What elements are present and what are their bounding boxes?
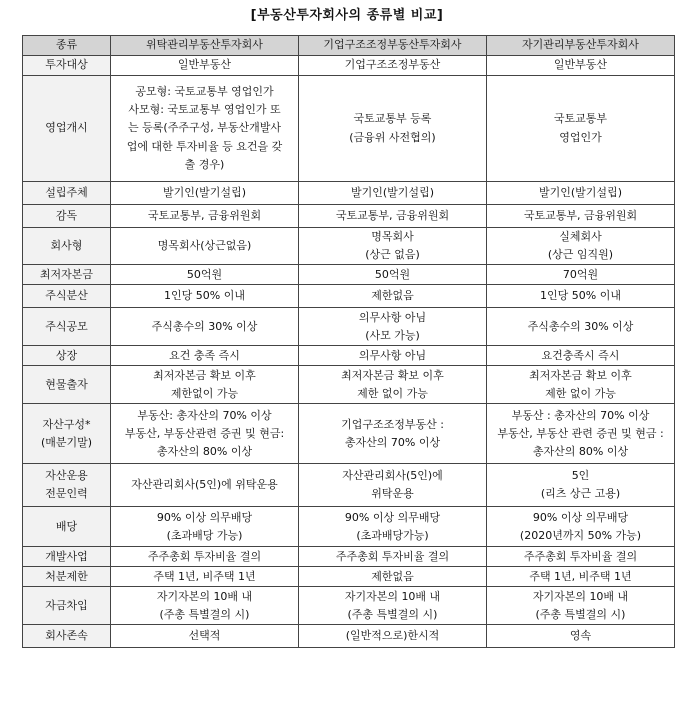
table-cell xyxy=(299,76,487,182)
comparison-table xyxy=(22,35,675,648)
table-cell xyxy=(111,404,299,464)
row-label-cell xyxy=(23,205,111,228)
header-cell-self-managed-reit: 자기관리부동산투자회사 xyxy=(487,36,675,56)
table-cell xyxy=(111,547,299,567)
table-cell xyxy=(299,547,487,567)
row-label-text: 주식분산 xyxy=(45,289,88,303)
row-label-cell xyxy=(23,346,111,366)
row-label-cell xyxy=(23,308,111,346)
table-row xyxy=(23,228,675,265)
table-cell xyxy=(299,567,487,587)
table-cell xyxy=(487,228,675,265)
cell-text-line: (상근 임직원) xyxy=(547,248,614,262)
table-cell xyxy=(487,205,675,228)
cell-text-line: (주총 특별결의 시) xyxy=(159,607,250,621)
cell-text-line: 국토교통부 등록 xyxy=(353,112,432,126)
cell-text-line: 영업인가 xyxy=(559,130,602,144)
row-label-text: 처분제한 xyxy=(45,569,88,583)
cell-text-line: 주주총회 투자비율 결의 xyxy=(147,549,262,563)
row-label-cell xyxy=(23,182,111,205)
cell-text-line: 자기자본의 10배 내 xyxy=(156,589,253,603)
table-row xyxy=(23,56,675,76)
table-row xyxy=(23,205,675,228)
cell-text-line: (초과배당 가능) xyxy=(166,528,243,542)
table-row xyxy=(23,567,675,587)
cell-text-line: 90% 이상 의무배당 xyxy=(532,510,629,524)
table-row xyxy=(23,285,675,308)
table-cell xyxy=(487,265,675,285)
cell-text-line: (상근 없음) xyxy=(365,248,420,262)
cell-text-line: 국토교통부, 금융위원회 xyxy=(147,208,262,222)
cell-text-line: 제한 없이 가능 xyxy=(357,386,428,400)
row-label-cell xyxy=(23,567,111,587)
cell-text-line: 자산관리회사(5인)에 위탁운용 xyxy=(131,478,278,492)
row-label-cell xyxy=(23,228,111,265)
table-row xyxy=(23,404,675,464)
table-row xyxy=(23,464,675,507)
cell-text-line: 사모형: 국토교통부 영업인가 또 xyxy=(128,103,281,117)
table-row xyxy=(23,507,675,547)
cell-text-line: 총자산의 80% 이상 xyxy=(156,444,253,458)
table-row xyxy=(23,76,675,182)
row-label-text: 상장 xyxy=(55,348,78,362)
cell-text-line: 부동산, 부동산 관련 증권 및 현금 : xyxy=(497,426,664,440)
cell-text-line: 주택 1년, 비주택 1년 xyxy=(153,569,256,583)
table-cell xyxy=(111,265,299,285)
cell-text-line: 업에 대한 투자비율 등 요건을 갖 xyxy=(126,139,283,153)
row-label-text: 배당 xyxy=(55,519,78,533)
row-label-text: 자산구성* xyxy=(42,417,91,431)
row-label-text: 회사존속 xyxy=(45,629,88,643)
cell-text-line: 제한없이 가능 xyxy=(170,386,239,400)
cell-text-line: 의무사항 아님 xyxy=(358,310,427,324)
cell-text-line: (금융위 사전협의) xyxy=(349,130,436,144)
row-label-text: 설립주체 xyxy=(45,185,88,199)
row-label-cell xyxy=(23,547,111,567)
cell-text-line: 최저자본금 확보 이후 xyxy=(529,368,632,382)
cell-text-line: 부동산, 부동산관련 증권 및 현금: xyxy=(124,426,285,440)
cell-text-line: 주식총수의 30% 이상 xyxy=(151,319,258,333)
row-label-cell xyxy=(23,404,111,464)
table-cell xyxy=(487,308,675,346)
table-body xyxy=(23,56,675,648)
table-cell xyxy=(487,346,675,366)
cell-text-line: 70억원 xyxy=(562,267,599,281)
row-label-cell xyxy=(23,76,111,182)
cell-text-line: (주총 특별결의 시) xyxy=(347,607,438,621)
table-cell xyxy=(487,547,675,567)
cell-text-line: 제한없음 xyxy=(371,289,414,303)
page-title: [부동산투자회사의 종류별 비교] xyxy=(250,8,444,23)
table-cell xyxy=(487,76,675,182)
table-cell xyxy=(299,182,487,205)
table-cell xyxy=(487,587,675,625)
table-cell xyxy=(487,56,675,76)
cell-text-line: 최저자본금 확보 이후 xyxy=(153,368,256,382)
table-cell xyxy=(299,625,487,648)
table-cell xyxy=(299,507,487,547)
table-cell xyxy=(487,404,675,464)
table-cell xyxy=(111,56,299,76)
cell-text-line: 일반부동산 xyxy=(553,58,608,72)
row-label-cell xyxy=(23,464,111,507)
table-cell xyxy=(487,567,675,587)
table-cell xyxy=(111,76,299,182)
table-row xyxy=(23,587,675,625)
table-cell xyxy=(111,625,299,648)
header-cell-consignment-reit: 위탁관리부동산투자회사 xyxy=(111,36,299,56)
row-label-cell xyxy=(23,56,111,76)
cell-text-line: (주총 특별결의 시) xyxy=(535,607,626,621)
row-label-text: 자금차입 xyxy=(45,598,88,612)
table-cell xyxy=(111,366,299,404)
table-row xyxy=(23,265,675,285)
cell-text-line: 위탁운용 xyxy=(371,487,414,501)
table-cell xyxy=(111,308,299,346)
table-cell xyxy=(487,182,675,205)
cell-text-line: 1인당 50% 이내 xyxy=(540,289,621,303)
table-cell xyxy=(111,587,299,625)
table-cell xyxy=(111,182,299,205)
table-cell xyxy=(299,285,487,308)
cell-text-line: 제한 없이 가능 xyxy=(545,386,616,400)
row-label-text: 자산운용 xyxy=(45,469,88,483)
cell-text-line: 50억원 xyxy=(186,267,223,281)
cell-text-line: 의무사항 아님 xyxy=(358,348,427,362)
table-row xyxy=(23,182,675,205)
cell-text-line: 50억원 xyxy=(374,267,411,281)
table-row xyxy=(23,625,675,648)
cell-text-line: 국토교통부 xyxy=(553,112,608,126)
cell-text-line: 는 등록(주주구성, 부동산개발사 xyxy=(128,121,281,135)
row-label-text: 주식공모 xyxy=(45,319,88,333)
header-cell-cr-reit: 기업구조조정부동산투자회사 xyxy=(299,36,487,56)
row-label-cell xyxy=(23,625,111,648)
row-label-cell xyxy=(23,587,111,625)
cell-text-line: 제한없음 xyxy=(371,569,414,583)
table-cell xyxy=(111,567,299,587)
table-cell xyxy=(111,285,299,308)
cell-text-line: 일반부동산 xyxy=(177,58,232,72)
row-label-text: (매분기말) xyxy=(40,435,93,449)
cell-text-line: 자산관리회사(5인)에 xyxy=(342,469,443,483)
table-cell xyxy=(111,346,299,366)
table-cell xyxy=(299,228,487,265)
row-label-cell xyxy=(23,507,111,547)
table-cell xyxy=(299,205,487,228)
table-cell xyxy=(111,507,299,547)
cell-text-line: 명목회사(상근없음) xyxy=(157,239,252,253)
cell-text-line: 공모형: 국토교통부 영업인가 xyxy=(135,85,274,99)
table-cell xyxy=(111,464,299,507)
row-label-cell xyxy=(23,285,111,308)
cell-text-line: 발기인(발기설립) xyxy=(351,185,434,199)
cell-text-line: 자기자본의 10배 내 xyxy=(344,589,441,603)
cell-text-line: 총자산의 70% 이상 xyxy=(344,435,441,449)
row-label-text: 개발사업 xyxy=(45,549,88,563)
table-row xyxy=(23,547,675,567)
cell-text-line: (일반적으로)한시적 xyxy=(345,629,440,643)
cell-text-line: 기업구조조정부동산 : xyxy=(341,417,444,431)
cell-text-line: 주주총회 투자비율 결의 xyxy=(523,549,638,563)
table-cell xyxy=(299,366,487,404)
cell-text-line: 1인당 50% 이내 xyxy=(164,289,245,303)
row-label-text: 영업개시 xyxy=(45,121,88,135)
row-label-cell xyxy=(23,265,111,285)
cell-text-line: 부동산: 총자산의 70% 이상 xyxy=(137,408,272,422)
cell-text-line: 요건충족시 즉시 xyxy=(541,348,620,362)
cell-text-line: 실체회사 xyxy=(559,230,602,243)
table-row xyxy=(23,366,675,404)
table-cell xyxy=(299,404,487,464)
table-cell xyxy=(299,587,487,625)
cell-text-line: 주식총수의 30% 이상 xyxy=(527,319,634,333)
cell-text-line: 부동산 : 총자산의 70% 이상 xyxy=(511,408,650,422)
table-cell xyxy=(299,265,487,285)
cell-text-line: 선택적 xyxy=(188,629,221,643)
cell-text-line: 발기인(발기설립) xyxy=(163,185,246,199)
table-cell xyxy=(487,507,675,547)
cell-text-line: 90% 이상 의무배당 xyxy=(344,510,441,524)
row-label-text: 현물출자 xyxy=(45,377,88,391)
header-cell-kind: 종류 xyxy=(23,36,111,56)
cell-text-line: 기업구조조정부동산 xyxy=(344,58,441,72)
table-cell xyxy=(299,308,487,346)
row-label-text: 전문인력 xyxy=(45,487,88,501)
cell-text-line: (리츠 상근 고용) xyxy=(540,487,621,501)
cell-text-line: (초과배당가능) xyxy=(356,528,429,542)
table-cell xyxy=(487,625,675,648)
table-cell xyxy=(299,464,487,507)
table-cell xyxy=(487,464,675,507)
cell-text-line: 주주총회 투자비율 결의 xyxy=(335,549,450,563)
row-label-text: 최저자본금 xyxy=(39,267,94,281)
cell-text-line: (사모 가능) xyxy=(365,328,420,342)
row-label-text: 투자대상 xyxy=(45,58,88,72)
cell-text-line: 발기인(발기설립) xyxy=(539,185,622,199)
cell-text-line: 요건 충족 즉시 xyxy=(169,348,240,362)
table-cell xyxy=(111,228,299,265)
table-cell xyxy=(299,346,487,366)
cell-text-line: 국토교통부, 금융위원회 xyxy=(523,208,638,222)
row-label-cell xyxy=(23,366,111,404)
cell-text-line: 총자산의 80% 이상 xyxy=(532,444,629,458)
cell-text-line: (2020년까지 50% 가능) xyxy=(519,528,642,542)
table-cell xyxy=(299,56,487,76)
row-label-text: 감독 xyxy=(55,208,78,222)
cell-text-line: 자기자본의 10배 내 xyxy=(532,589,629,603)
table-cell xyxy=(487,285,675,308)
cell-text-line: 90% 이상 의무배당 xyxy=(156,510,253,524)
table-cell xyxy=(111,205,299,228)
row-label-text: 회사형 xyxy=(50,239,83,253)
cell-text-line: 국토교통부, 금융위원회 xyxy=(335,208,450,222)
table-row xyxy=(23,308,675,346)
cell-text-line: 5인 xyxy=(571,469,590,483)
cell-text-line: 출 경우) xyxy=(184,157,225,171)
table-row xyxy=(23,346,675,366)
cell-text-line: 최저자본금 확보 이후 xyxy=(341,368,444,382)
cell-text-line: 주택 1년, 비주택 1년 xyxy=(529,569,632,583)
table-cell xyxy=(487,366,675,404)
cell-text-line: 명목회사 xyxy=(371,230,414,243)
cell-text-line: 영속 xyxy=(569,629,592,643)
header-row xyxy=(23,36,675,56)
